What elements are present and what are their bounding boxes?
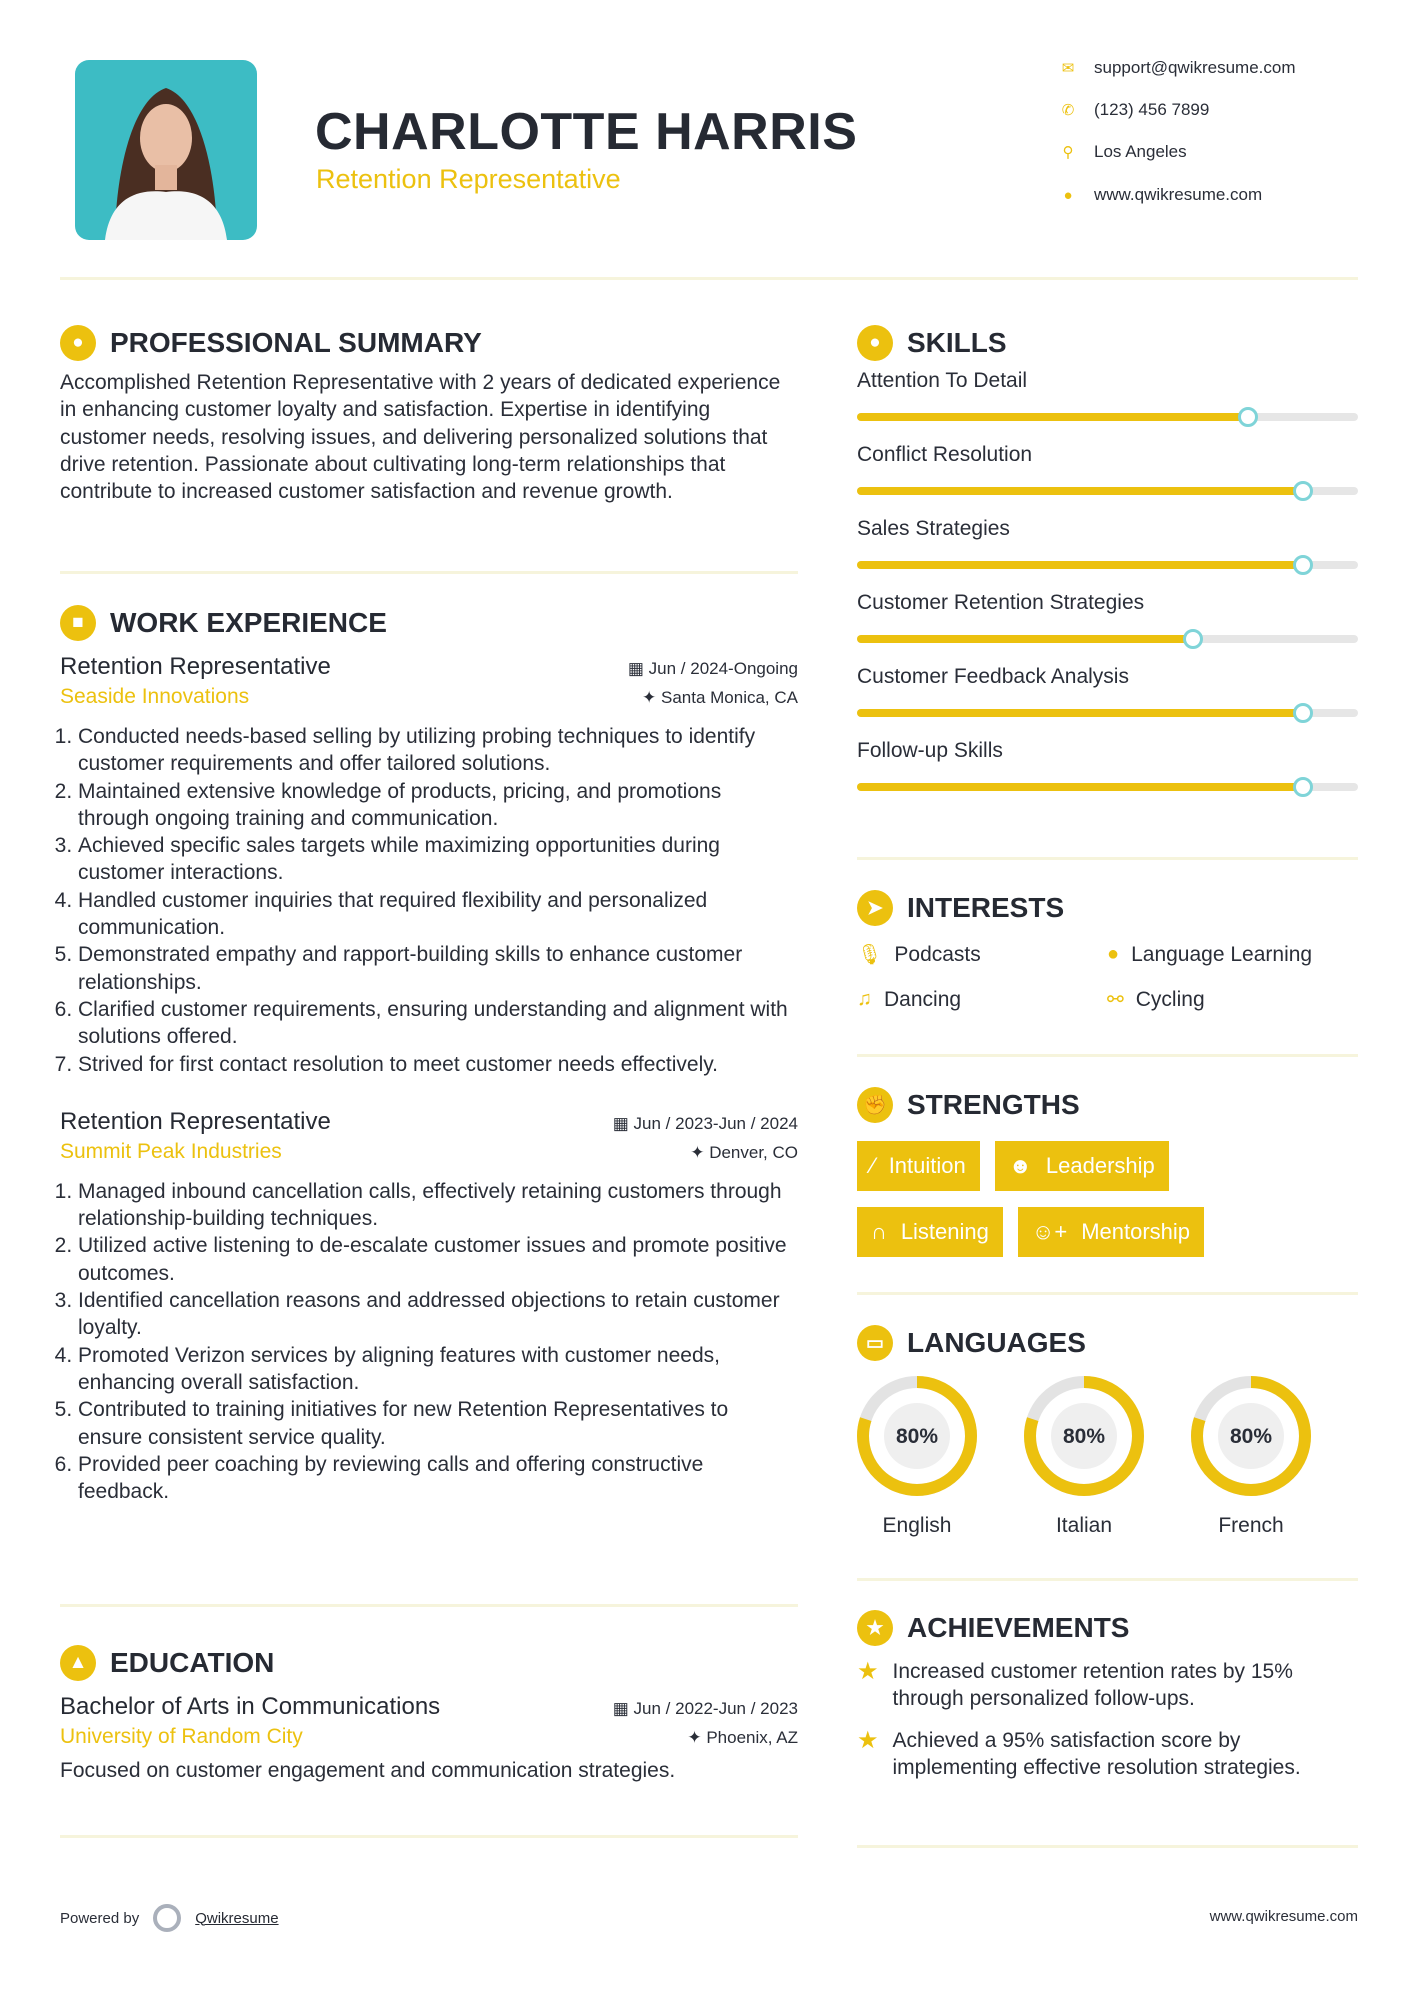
skill-label: Conflict Resolution bbox=[857, 443, 1033, 466]
heading-text: EDUCATION bbox=[110, 1647, 275, 1678]
headphones-icon: ∩ bbox=[871, 1219, 887, 1244]
skill-bar bbox=[857, 561, 1358, 569]
globe-icon: ● bbox=[1107, 943, 1120, 965]
powered-by-text: Powered by bbox=[60, 1909, 140, 1927]
language-label: French bbox=[1218, 1514, 1284, 1537]
heading-text: INTERESTS bbox=[907, 892, 1065, 923]
contact-location bbox=[1060, 142, 1187, 162]
skill-bar-fill bbox=[857, 783, 1303, 791]
divider bbox=[60, 1604, 798, 1607]
skill-item bbox=[857, 517, 1358, 569]
email-text: support@qwikresume.com bbox=[1094, 58, 1296, 77]
graduation-icon: ▲ bbox=[60, 1645, 96, 1681]
strength-chip bbox=[1018, 1207, 1204, 1257]
education-text: Focused on customer engagement and communication strategies. bbox=[60, 1759, 676, 1782]
strength-label: Listening bbox=[900, 1219, 989, 1244]
bullet: 4. Promoted Verizon services by aligning features with customer needs, enhancing overall satisfaction. bbox=[78, 1342, 798, 1397]
star-icon: ★ bbox=[857, 1658, 879, 1685]
strength-chip bbox=[857, 1207, 1003, 1257]
skill-label: Customer Retention Strategies bbox=[857, 591, 1145, 614]
bullet: 2. Maintained extensive knowledge of products, pricing, and promotions through ongoing training and communication. bbox=[78, 778, 798, 833]
section-heading bbox=[60, 1645, 798, 1681]
users-icon: ☻ bbox=[1008, 1153, 1032, 1178]
job-title: Retention Representative bbox=[60, 1107, 331, 1135]
location-text: Los Angeles bbox=[1094, 142, 1187, 161]
bullet: 1. Managed inbound cancellation calls, effectively retaining customers through relationship-building techniques. bbox=[78, 1178, 798, 1233]
map-pin-icon: ⚲ bbox=[1062, 144, 1074, 161]
strength-chip bbox=[995, 1141, 1169, 1191]
fist-icon: ✊ bbox=[857, 1087, 893, 1123]
lightbulb-icon: ● bbox=[857, 325, 893, 361]
skill-bar-knob bbox=[1293, 481, 1313, 501]
section-heading bbox=[60, 325, 798, 361]
translate-icon: ▭ bbox=[857, 1325, 893, 1361]
language-label: Italian bbox=[1055, 1514, 1113, 1537]
interests-section bbox=[857, 890, 1358, 1012]
edu-date: ▦ Jun / 2022-Jun / 2023 bbox=[612, 1699, 798, 1718]
strength-label: Mentorship bbox=[1081, 1219, 1191, 1244]
section-heading bbox=[857, 1087, 1358, 1123]
divider bbox=[60, 571, 798, 574]
music-note-icon: ♫ bbox=[857, 988, 872, 1010]
bullet: 1. Conducted needs-based selling by utilizing probing techniques to identify customer requirements and offer tailored solutions. bbox=[78, 723, 798, 778]
edu-location: ✦ Phoenix, AZ bbox=[687, 1728, 798, 1747]
skill-label: Attention To Detail bbox=[857, 369, 1028, 392]
skill-bar-fill bbox=[857, 487, 1303, 495]
star-badge-icon: ★ bbox=[857, 1610, 893, 1646]
education-section bbox=[60, 1645, 798, 1784]
interest-item bbox=[857, 987, 1107, 1012]
bicycle-icon: ⚯ bbox=[1107, 989, 1124, 1011]
footer-site[interactable]: www.qwikresume.com bbox=[1209, 1908, 1358, 1925]
qwikresume-logo-icon bbox=[153, 1904, 181, 1932]
skills-section bbox=[857, 325, 1358, 791]
divider bbox=[857, 1292, 1358, 1295]
skill-label: Customer Feedback Analysis bbox=[857, 665, 1129, 688]
heading-text: PROFESSIONAL SUMMARY bbox=[110, 327, 482, 358]
footer-powered bbox=[60, 1904, 279, 1932]
profile-photo bbox=[75, 60, 257, 240]
skill-item bbox=[857, 369, 1358, 421]
divider bbox=[857, 1845, 1358, 1848]
strength-chip bbox=[857, 1141, 980, 1191]
skill-item bbox=[857, 591, 1358, 643]
heading-text: LANGUAGES bbox=[907, 1327, 1086, 1358]
achievement-text: Increased customer retention rates by 15% through personalized follow-ups. bbox=[892, 1660, 1293, 1711]
user-plus-icon: ☺+ bbox=[1031, 1219, 1068, 1244]
briefcase-icon: ■ bbox=[60, 605, 96, 641]
section-heading bbox=[857, 890, 1358, 926]
phone-text: (123) 456 7899 bbox=[1094, 100, 1210, 119]
website-text: www.qwikresume.com bbox=[1094, 185, 1263, 204]
heading-text: STRENGTHS bbox=[907, 1089, 1080, 1120]
skill-bar-fill bbox=[857, 635, 1193, 643]
contact-website[interactable] bbox=[1060, 185, 1262, 205]
envelope-icon: ✉ bbox=[1061, 60, 1075, 77]
job-date: ▦ Jun / 2024-Ongoing bbox=[627, 659, 798, 678]
bullet: 4. Handled customer inquiries that required flexibility and personalized communication. bbox=[78, 887, 798, 942]
section-heading bbox=[60, 605, 798, 641]
date-text: Jun / 2023-Jun / 2024 bbox=[633, 1113, 798, 1133]
divider bbox=[857, 857, 1358, 860]
interest-label: Podcasts bbox=[894, 942, 981, 966]
section-heading bbox=[857, 325, 1358, 361]
divider bbox=[60, 277, 1358, 280]
skill-bar-knob bbox=[1183, 629, 1203, 649]
candidate-title: Retention Representative bbox=[316, 164, 621, 194]
skill-item bbox=[857, 665, 1358, 717]
language-item bbox=[1181, 1371, 1321, 1538]
strength-label: Intuition bbox=[888, 1153, 966, 1178]
strength-label: Leadership bbox=[1045, 1153, 1155, 1178]
divider bbox=[60, 1835, 798, 1838]
bullet: 3. Achieved specific sales targets while maximizing opportunities during customer interactions. bbox=[78, 832, 798, 887]
paper-plane-icon: ➤ bbox=[857, 890, 893, 926]
professional-summary-section bbox=[60, 325, 798, 505]
job-location: ✦ Denver, CO bbox=[690, 1142, 798, 1162]
bullet: 6. Provided peer coaching by reviewing calls and offering constructive feedback. bbox=[78, 1451, 798, 1506]
school-name: University of Random City bbox=[60, 1725, 303, 1748]
section-heading bbox=[857, 1610, 1358, 1646]
language-label: English bbox=[882, 1514, 952, 1537]
user-icon: ● bbox=[60, 325, 96, 361]
skill-bar bbox=[857, 487, 1358, 495]
language-percent: 80% bbox=[1062, 1425, 1106, 1448]
company-name: Summit Peak Industries bbox=[60, 1139, 282, 1163]
heading-text: SKILLS bbox=[907, 327, 1007, 358]
job-title: Retention Representative bbox=[60, 653, 331, 680]
divider bbox=[857, 1578, 1358, 1581]
skill-item bbox=[857, 739, 1358, 791]
language-donut bbox=[847, 1371, 987, 1501]
magic-wand-icon: ⁄ bbox=[871, 1153, 875, 1178]
section-heading bbox=[857, 1325, 1358, 1361]
bullet: 5. Demonstrated empathy and rapport-building skills to enhance customer relationships. bbox=[78, 941, 798, 996]
bullet: 3. Identified cancellation reasons and addressed objections to retain customer loyalty. bbox=[78, 1287, 798, 1342]
candidate-name: CHARLOTTE HARRIS bbox=[315, 103, 858, 161]
location-text: Denver, CO bbox=[709, 1142, 798, 1162]
language-percent: 80% bbox=[1229, 1425, 1273, 1448]
job-bullets bbox=[60, 723, 798, 1078]
interest-item bbox=[857, 942, 1107, 967]
language-item bbox=[1014, 1371, 1154, 1538]
bullet: 2. Utilized active listening to de-escalate customer issues and promote positive outcomes. bbox=[78, 1232, 798, 1287]
location-text: Phoenix, AZ bbox=[706, 1728, 798, 1747]
skill-bar-knob bbox=[1293, 703, 1313, 723]
job-location: ✦ Santa Monica, CA bbox=[642, 688, 798, 707]
interest-label: Cycling bbox=[1135, 987, 1205, 1011]
languages-section bbox=[857, 1325, 1358, 1538]
contact-email[interactable] bbox=[1060, 58, 1296, 78]
job-entry bbox=[60, 653, 798, 1078]
globe-icon: ● bbox=[1063, 186, 1073, 204]
brand-link[interactable]: Qwikresume bbox=[195, 1909, 279, 1927]
skill-bar bbox=[857, 783, 1358, 791]
language-percent: 80% bbox=[895, 1425, 939, 1448]
job-bullets bbox=[60, 1178, 798, 1506]
microphone-icon: 🎙 bbox=[857, 944, 883, 966]
language-item bbox=[847, 1371, 987, 1538]
heading-text: ACHIEVEMENTS bbox=[907, 1612, 1130, 1643]
skill-bar-fill bbox=[857, 561, 1303, 569]
divider bbox=[857, 1054, 1358, 1057]
language-donut bbox=[1181, 1371, 1321, 1501]
achievements-section bbox=[857, 1610, 1358, 1781]
location-text: Santa Monica, CA bbox=[660, 688, 798, 707]
phone-icon: ✆ bbox=[1061, 102, 1075, 119]
achievement-text: Achieved a 95% satisfaction score by implementing effective resolution strategies. bbox=[892, 1728, 1301, 1779]
heading-text: WORK EXPERIENCE bbox=[110, 607, 387, 638]
job-entry bbox=[60, 1108, 798, 1506]
contact-phone[interactable] bbox=[1060, 100, 1209, 120]
bullet: 6. Clarified customer requirements, ensuring understanding and alignment with solutions offered. bbox=[78, 996, 798, 1051]
date-text: Jun / 2022-Jun / 2023 bbox=[633, 1699, 798, 1718]
bullet: 7. Strived for first contact resolution to meet customer needs effectively. bbox=[78, 1051, 798, 1078]
degree: Bachelor of Arts in Communications bbox=[60, 1693, 441, 1720]
skill-bar-fill bbox=[857, 413, 1248, 421]
company-name: Seaside Innovations bbox=[60, 685, 250, 708]
interest-item bbox=[1107, 987, 1357, 1012]
summary-text: Accomplished Retention Representative with 2 years of dedicated experience in enhancing customer loyalty and satisfaction. Expertise in identifying customer needs, resolving issues, and delivering personalized solutions that drive retention. Passionate about cultivating long-term relationships that contribute to increased customer satisfaction and revenue growth. bbox=[60, 371, 781, 504]
achievement-item bbox=[857, 1727, 1358, 1782]
strengths-section bbox=[857, 1087, 1358, 1257]
bullet: 5. Contributed to training initiatives for new Retention Representatives to ensure consistent service quality. bbox=[78, 1396, 798, 1451]
skill-bar-knob bbox=[1293, 555, 1313, 575]
skill-bar bbox=[857, 413, 1358, 421]
interest-label: Language Learning bbox=[1131, 942, 1313, 966]
achievement-item bbox=[857, 1658, 1358, 1713]
skill-bar bbox=[857, 709, 1358, 717]
star-icon: ★ bbox=[857, 1726, 879, 1754]
work-experience-section bbox=[60, 605, 798, 1505]
job-date: ▦ Jun / 2023-Jun / 2024 bbox=[612, 1113, 798, 1133]
skill-bar-knob bbox=[1238, 407, 1258, 427]
skill-bar-fill bbox=[857, 709, 1303, 717]
language-donut bbox=[1014, 1371, 1154, 1501]
interest-item bbox=[1107, 942, 1357, 967]
skill-label: Follow-up Skills bbox=[857, 739, 1003, 762]
skill-item bbox=[857, 443, 1358, 495]
skill-bar bbox=[857, 635, 1358, 643]
date-text: Jun / 2024-Ongoing bbox=[648, 659, 798, 678]
skill-bar-knob bbox=[1293, 777, 1313, 797]
skill-label: Sales Strategies bbox=[857, 517, 1010, 540]
interest-label: Dancing bbox=[884, 987, 962, 1011]
